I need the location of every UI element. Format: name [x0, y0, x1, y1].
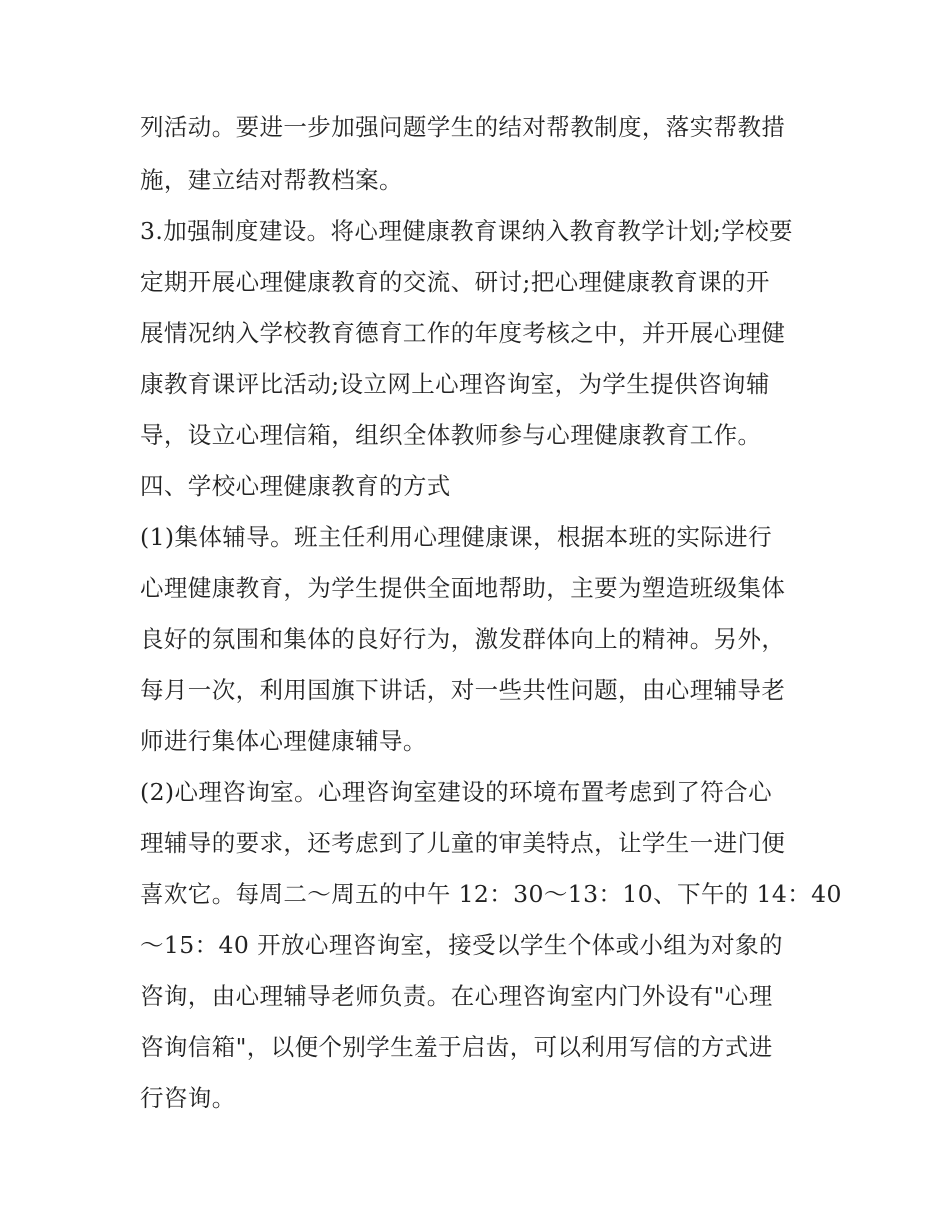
text-line-10: 心理健康教育，为学生提供全面地帮助，主要为塑造班级集体 — [140, 574, 786, 602]
text-line-11: 良好的氛围和集体的良好行为，激发群体向上的精神。另外， — [140, 625, 786, 653]
text-line-7: 导，设立心理信箱，组织全体教师参与心理健康教育工作。 — [140, 421, 762, 449]
text-line-5: 展情况纳入学校教育德育工作的年度考核之中，并开展心理健 — [140, 319, 786, 347]
text-line-17: ～15：40 开放心理咨询室，接受以学生个体或小组为对象的 — [140, 931, 783, 959]
text-line-14: (2)心理咨询室。心理咨询室建设的环境布置考虑到了符合心 — [140, 778, 772, 806]
text-line-20: 行咨询。 — [140, 1084, 236, 1112]
text-line-12: 每月一次，利用国旗下讲话，对一些共性问题，由心理辅导老 — [140, 676, 786, 704]
text-line-15: 理辅导的要求，还考虑到了儿童的审美特点，让学生一进门便 — [140, 829, 786, 857]
section-heading: 四、学校心理健康教育的方式 — [140, 472, 451, 500]
text-line-3: 3.加强制度建设。将心理健康教育课纳入教育教学计划;学校要 — [140, 217, 793, 245]
text-line-13: 师进行集体心理健康辅导。 — [140, 727, 427, 755]
text-line-19: 咨询信箱"，以便个别学生羞于启齿，可以利用写信的方式进 — [140, 1033, 773, 1061]
text-line-18: 咨询，由心理辅导老师负责。在心理咨询室内门外设有"心理 — [140, 982, 773, 1010]
text-line-9: (1)集体辅导。班主任利用心理健康课，根据本班的实际进行 — [140, 523, 772, 551]
text-line-16: 喜欢它。每周二～周五的中午 12：30～13：10、下午的 14：40 — [140, 880, 842, 908]
text-line-1: 列活动。要进一步加强问题学生的结对帮教制度，落实帮教措 — [140, 113, 786, 141]
text-line-4: 定期开展心理健康教育的交流、研讨;把心理健康教育课的开 — [140, 268, 770, 296]
text-line-6: 康教育课评比活动;设立网上心理咨询室，为学生提供咨询辅 — [140, 370, 770, 398]
text-line-2: 施，建立结对帮教档案。 — [140, 166, 403, 194]
